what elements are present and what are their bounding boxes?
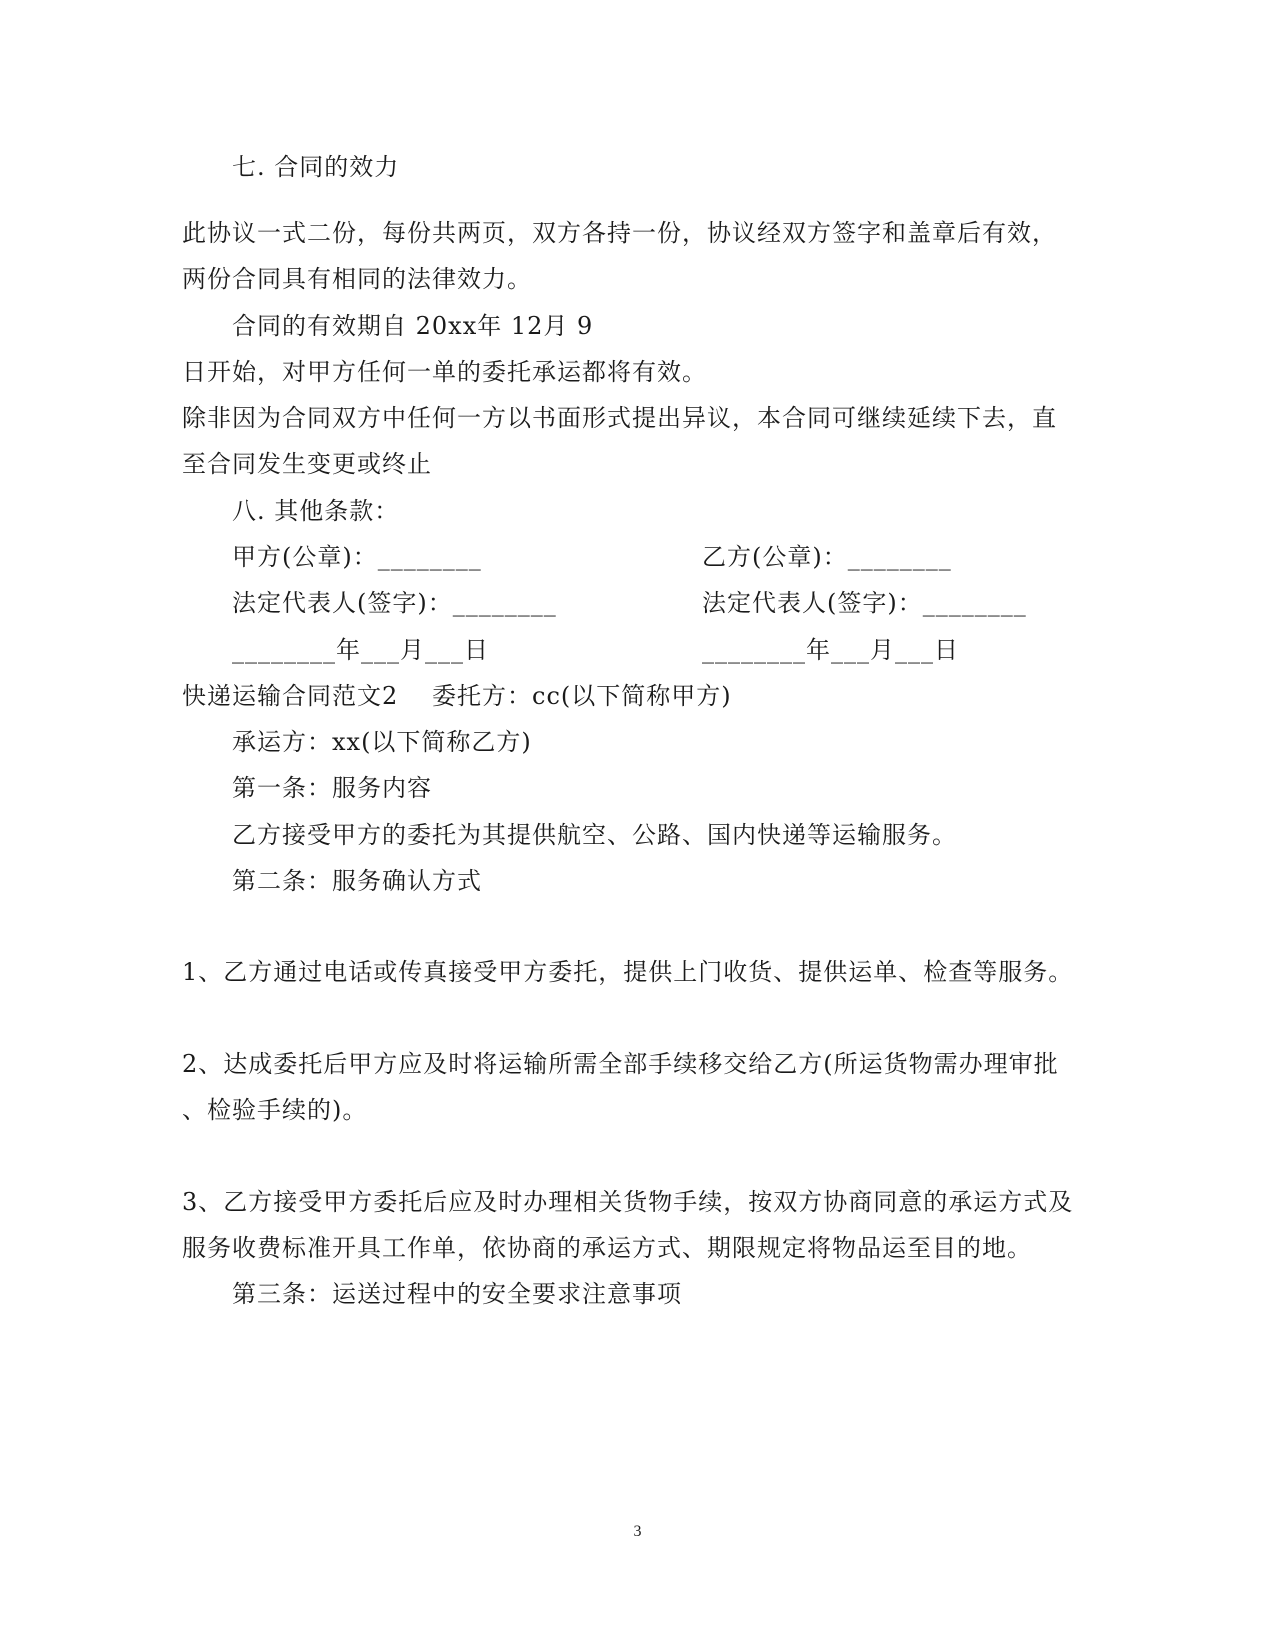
page-number: 3 — [633, 1523, 642, 1540]
paragraph-2-line-2: 日开始，对甲方任何一单的委托承运都将有效。 — [182, 358, 707, 386]
article-3-heading: 第三条：运送过程中的安全要求注意事项 — [232, 1280, 682, 1308]
item-1: 1、乙方通过电话或传真接受甲方委托，提供上门收货、提供运单、检查等服务。 — [182, 958, 1074, 986]
paragraph-1-line-2: 两份合同具有相同的法律效力。 — [182, 265, 532, 293]
item-2-line-2: 、检验手续的)。 — [182, 1096, 368, 1124]
party-b-date-field: ________年___月___日 — [702, 636, 959, 664]
section-7-heading: 七. 合同的效力 — [232, 153, 400, 181]
client-party: 委托方：cc(以下简称甲方) — [432, 682, 732, 710]
paragraph-1-line-1: 此协议一式二份，每份共两页，双方各持一份，协议经双方签字和盖章后有效， — [182, 219, 1057, 247]
paragraph-2-line-1: 合同的有效期自 20xx年 12月 9 — [232, 312, 594, 340]
section-8-heading: 八. 其他条款： — [232, 497, 400, 525]
carrier-party: 承运方：xx(以下简称乙方) — [232, 728, 532, 756]
party-a-date-field: ________年___月___日 — [232, 636, 489, 664]
paragraph-3-line-1: 除非因为合同双方中任何一方以书面形式提出异议，本合同可继续延续下去，直 — [182, 404, 1057, 432]
paragraph-3-line-2: 至合同发生变更或终止 — [182, 450, 432, 478]
party-a-representative-field: 法定代表人(签字)：________ — [232, 589, 557, 617]
party-a-seal-field: 甲方(公章)：________ — [232, 543, 482, 571]
item-2-line-1: 2、达成委托后甲方应及时将运输所需全部手续移交给乙方(所运货物需办理审批 — [182, 1050, 1059, 1078]
item-3-line-2: 服务收费标准开具工作单，依协商的承运方式、期限规定将物品运至目的地。 — [182, 1234, 1032, 1262]
article-1-heading: 第一条：服务内容 — [232, 774, 432, 802]
sample-2-title: 快递运输合同范文2 — [182, 682, 399, 710]
party-b-seal-field: 乙方(公章)：________ — [702, 543, 952, 571]
party-b-representative-field: 法定代表人(签字)：________ — [702, 589, 1027, 617]
article-1-body: 乙方接受甲方的委托为其提供航空、公路、国内快递等运输服务。 — [232, 821, 957, 849]
article-2-heading: 第二条：服务确认方式 — [232, 867, 482, 895]
item-3-line-1: 3、乙方接受甲方委托后应及时办理相关货物手续，按双方协商同意的承运方式及 — [182, 1188, 1074, 1216]
